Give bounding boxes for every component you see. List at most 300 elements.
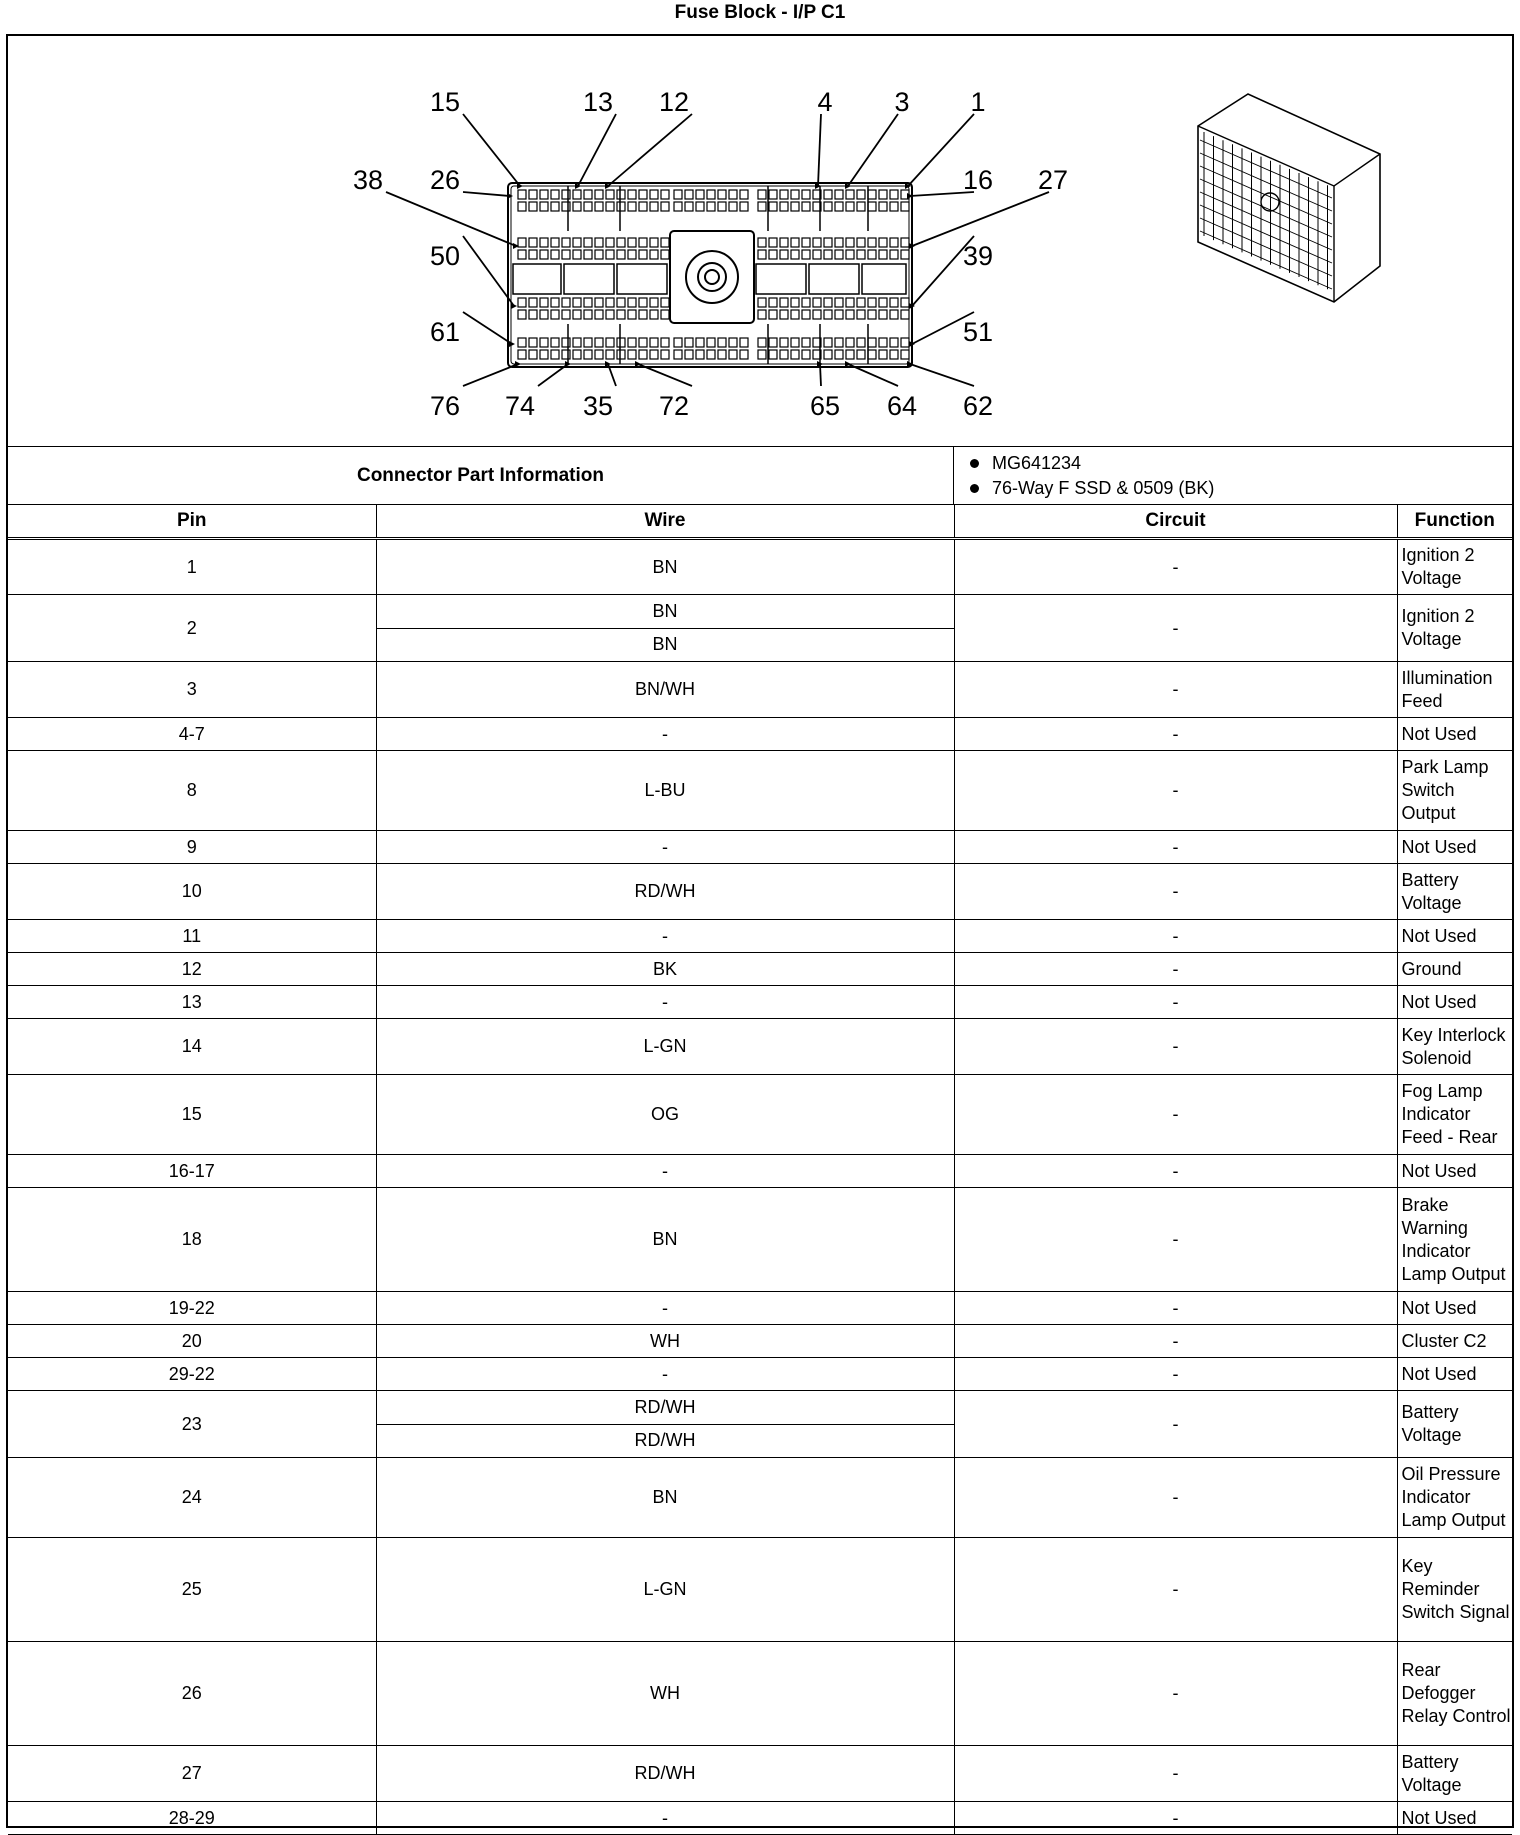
pin-cavity bbox=[696, 350, 704, 359]
pin-cavity bbox=[628, 238, 636, 247]
pin-cavity bbox=[813, 310, 821, 319]
wire-header: Wire bbox=[376, 505, 954, 539]
pin-cavity bbox=[595, 310, 603, 319]
pin-cavity bbox=[802, 190, 810, 199]
pin-cavity bbox=[674, 190, 682, 199]
pin-cell: 28-29 bbox=[8, 1802, 376, 1835]
table-row bbox=[8, 751, 1512, 831]
connector-3d-rib bbox=[1200, 153, 1332, 211]
function-cell: Brake Warning Indicator Lamp Output bbox=[1397, 1188, 1512, 1292]
pin-cavity bbox=[674, 350, 682, 359]
function-cell: Key Interlock Solenoid bbox=[1397, 1019, 1512, 1075]
pin-cavity bbox=[769, 310, 777, 319]
pin-cavity bbox=[674, 338, 682, 347]
wire-cell: - bbox=[376, 1155, 954, 1188]
wire-cell: - bbox=[376, 831, 954, 864]
pin-cavity bbox=[606, 190, 614, 199]
pin-callout-label: 51 bbox=[962, 317, 994, 348]
connector-diagram bbox=[8, 36, 1512, 447]
pin-cavity bbox=[518, 202, 526, 211]
table-row bbox=[8, 1802, 1512, 1835]
circuit-cell: - bbox=[954, 718, 1397, 751]
pin-cavity bbox=[868, 298, 876, 307]
pin-cavity bbox=[846, 250, 854, 259]
pin-cavity bbox=[729, 350, 737, 359]
pin-cavity bbox=[813, 238, 821, 247]
wire-cell: L-GN bbox=[376, 1019, 954, 1075]
table-row bbox=[8, 1075, 1512, 1155]
pin-cavity bbox=[857, 310, 865, 319]
circuit-cell: - bbox=[954, 1075, 1397, 1155]
pin-cavity bbox=[769, 190, 777, 199]
table-row bbox=[8, 864, 1512, 920]
pin-cavity bbox=[696, 338, 704, 347]
pin-cavity bbox=[901, 250, 909, 259]
pin-cavity bbox=[650, 310, 658, 319]
pin-cavity bbox=[769, 238, 777, 247]
pin-cavity bbox=[729, 338, 737, 347]
circuit-cell: - bbox=[954, 1538, 1397, 1642]
pin-cavity bbox=[685, 350, 693, 359]
pin-cavity bbox=[595, 202, 603, 211]
pin-cavity bbox=[769, 350, 777, 359]
function-cell: Battery Voltage bbox=[1397, 1391, 1512, 1458]
pin-cavity bbox=[540, 338, 548, 347]
callout-leader-line bbox=[820, 364, 821, 386]
pin-cavity bbox=[890, 250, 898, 259]
function-cell: Battery Voltage bbox=[1397, 1746, 1512, 1802]
pin-cavity bbox=[661, 338, 669, 347]
pin-cavity bbox=[769, 338, 777, 347]
connector-3d-icon bbox=[1198, 94, 1380, 302]
pin-cell: 20 bbox=[8, 1325, 376, 1358]
pin-cavity bbox=[824, 310, 832, 319]
pin-cavity bbox=[901, 338, 909, 347]
pin-callout-label: 76 bbox=[429, 391, 461, 422]
circuit-cell: - bbox=[954, 920, 1397, 953]
pin-cavity bbox=[879, 250, 887, 259]
pin-cavity bbox=[846, 310, 854, 319]
callout-leader-line bbox=[578, 114, 616, 186]
table-row bbox=[8, 831, 1512, 864]
table-row bbox=[8, 718, 1512, 751]
connector-3d-rib bbox=[1200, 231, 1332, 289]
callout-leader-line bbox=[386, 192, 516, 246]
pin-cavity bbox=[584, 350, 592, 359]
pin-cavity bbox=[846, 338, 854, 347]
pin-cavity bbox=[551, 238, 559, 247]
wire-cell-split bbox=[376, 1391, 954, 1458]
pin-cavity bbox=[868, 350, 876, 359]
pin-cavity bbox=[674, 202, 682, 211]
pin-cavity bbox=[835, 310, 843, 319]
connector-3d-rib bbox=[1200, 205, 1332, 263]
pin-cavity bbox=[661, 310, 669, 319]
wire-cell: BN/WH bbox=[376, 662, 954, 718]
pin-cell: 26 bbox=[8, 1642, 376, 1746]
pin-cavity bbox=[617, 250, 625, 259]
pin-cavity bbox=[824, 202, 832, 211]
pin-cavity bbox=[661, 238, 669, 247]
pin-cavity bbox=[835, 298, 843, 307]
table-row bbox=[8, 1458, 1512, 1538]
table-row bbox=[8, 1538, 1512, 1642]
table-header-row bbox=[8, 505, 1512, 539]
connector-part-info-label: Connector Part Information bbox=[8, 447, 954, 504]
pin-cell: 15 bbox=[8, 1075, 376, 1155]
pin-cavity bbox=[518, 250, 526, 259]
callout-leader-line bbox=[818, 114, 821, 186]
circuit-cell: - bbox=[954, 1642, 1397, 1746]
wire-cell: - bbox=[376, 1292, 954, 1325]
pin-cavity bbox=[540, 250, 548, 259]
circuit-cell: - bbox=[954, 1155, 1397, 1188]
pin-cavity bbox=[758, 338, 766, 347]
table-row bbox=[8, 920, 1512, 953]
wire-cell: WH bbox=[376, 1325, 954, 1358]
pin-cavity bbox=[551, 350, 559, 359]
connector-part-info-list bbox=[964, 451, 1214, 501]
circuit-cell: - bbox=[954, 539, 1397, 595]
pin-cavity bbox=[835, 338, 843, 347]
pin-cavity bbox=[685, 202, 693, 211]
pin-cavity bbox=[518, 338, 526, 347]
circuit-cell: - bbox=[954, 1802, 1397, 1835]
pin-cavity bbox=[780, 190, 788, 199]
connector-key-pin bbox=[705, 270, 719, 284]
pin-cavity bbox=[562, 298, 570, 307]
pin-cavity bbox=[780, 310, 788, 319]
connector-type: 76-Way F SSD & 0509 (BK) bbox=[964, 476, 1214, 501]
pin-cavity bbox=[769, 202, 777, 211]
pin-cavity bbox=[639, 238, 647, 247]
pin-cavity bbox=[824, 338, 832, 347]
pin-cavity bbox=[780, 250, 788, 259]
pin-cavity bbox=[628, 190, 636, 199]
pin-cell: 8 bbox=[8, 751, 376, 831]
pin-cavity bbox=[595, 238, 603, 247]
pin-cavity bbox=[879, 310, 887, 319]
pin-cavity bbox=[758, 350, 766, 359]
pin-cavity bbox=[696, 190, 704, 199]
pin-cavity bbox=[518, 310, 526, 319]
wire-value: BN bbox=[652, 600, 678, 621]
pin-cavity bbox=[890, 350, 898, 359]
pin-cavity bbox=[868, 250, 876, 259]
pin-cavity bbox=[729, 190, 737, 199]
pin-cavity bbox=[617, 298, 625, 307]
pin-cavity bbox=[740, 338, 748, 347]
pin-cavity bbox=[740, 190, 748, 199]
connector-key-hub bbox=[698, 263, 726, 291]
pin-cavity bbox=[780, 298, 788, 307]
pin-cavity bbox=[650, 238, 658, 247]
pin-cavity bbox=[857, 250, 865, 259]
wire-cell: - bbox=[376, 1358, 954, 1391]
pin-cavity bbox=[846, 298, 854, 307]
pin-cavity bbox=[868, 190, 876, 199]
pin-cavity bbox=[791, 310, 799, 319]
wire-cell: RD/WH bbox=[376, 1746, 954, 1802]
connector-part-info bbox=[8, 447, 1512, 505]
pin-cavity bbox=[628, 350, 636, 359]
pin-cavity bbox=[617, 202, 625, 211]
pin-cavity bbox=[650, 190, 658, 199]
connector-3d-rib bbox=[1200, 179, 1332, 237]
pin-cavity bbox=[857, 298, 865, 307]
pin-cavity bbox=[707, 190, 715, 199]
part-number: MG641234 bbox=[964, 451, 1214, 476]
pin-cavity bbox=[595, 298, 603, 307]
connector-3d-rib bbox=[1200, 166, 1332, 224]
pin-cavity bbox=[606, 350, 614, 359]
pin-cavity bbox=[595, 250, 603, 259]
pin-cavity bbox=[628, 338, 636, 347]
pin-cavity bbox=[617, 190, 625, 199]
pin-cavity bbox=[857, 202, 865, 211]
pin-cavity bbox=[617, 338, 625, 347]
pin-cavity bbox=[824, 250, 832, 259]
wire-cell: BK bbox=[376, 953, 954, 986]
pin-cavity bbox=[780, 350, 788, 359]
pin-cavity bbox=[729, 202, 737, 211]
pin-cavity bbox=[562, 238, 570, 247]
circuit-cell: - bbox=[954, 1292, 1397, 1325]
pin-cavity bbox=[718, 338, 726, 347]
pin-cavity bbox=[529, 250, 537, 259]
function-cell: Not Used bbox=[1397, 1292, 1512, 1325]
pin-cavity bbox=[661, 250, 669, 259]
pin-cavity bbox=[758, 202, 766, 211]
pin-cell: 12 bbox=[8, 953, 376, 986]
pin-cavity bbox=[718, 202, 726, 211]
pin-cell: 18 bbox=[8, 1188, 376, 1292]
pin-cavity bbox=[857, 350, 865, 359]
pin-cavity bbox=[551, 190, 559, 199]
pin-cavity bbox=[758, 310, 766, 319]
callout-leader-line bbox=[463, 364, 518, 386]
pin-callout-label: 35 bbox=[582, 391, 614, 422]
pin-cavity bbox=[685, 190, 693, 199]
pin-cavity bbox=[868, 202, 876, 211]
wire-cell: BN bbox=[376, 1458, 954, 1538]
pin-cavity bbox=[650, 298, 658, 307]
pin-cavity bbox=[901, 238, 909, 247]
pin-cavity bbox=[758, 250, 766, 259]
pin-cavity bbox=[879, 298, 887, 307]
pin-cavity bbox=[573, 190, 581, 199]
callout-leader-line bbox=[463, 192, 510, 196]
function-cell: Illumination Feed bbox=[1397, 662, 1512, 718]
pin-cavity bbox=[868, 238, 876, 247]
pin-callout-label: 62 bbox=[962, 391, 994, 422]
table-row bbox=[8, 1155, 1512, 1188]
pin-cavity bbox=[780, 238, 788, 247]
pin-cavity bbox=[562, 310, 570, 319]
pin-callout-label: 38 bbox=[352, 165, 384, 196]
pin-cavity bbox=[707, 350, 715, 359]
pin-cavity bbox=[769, 298, 777, 307]
wire-value: BN bbox=[377, 628, 954, 662]
function-cell: Ignition 2 Voltage bbox=[1397, 595, 1512, 662]
table-row bbox=[8, 953, 1512, 986]
pin-cavity bbox=[707, 338, 715, 347]
connector-band-segment bbox=[862, 264, 906, 294]
pin-cavity bbox=[890, 298, 898, 307]
pin-cavity bbox=[606, 338, 614, 347]
pin-cavity bbox=[562, 202, 570, 211]
callout-leader-line bbox=[463, 114, 520, 186]
pin-cavity bbox=[639, 250, 647, 259]
wire-cell: WH bbox=[376, 1642, 954, 1746]
table-row bbox=[8, 1292, 1512, 1325]
pin-cavity bbox=[595, 350, 603, 359]
connector-key-ring bbox=[686, 251, 738, 303]
pin-cavity bbox=[802, 338, 810, 347]
circuit-cell: - bbox=[954, 595, 1397, 662]
table-row bbox=[8, 539, 1512, 595]
pin-cavity bbox=[890, 238, 898, 247]
circuit-cell: - bbox=[954, 831, 1397, 864]
circuit-cell: - bbox=[954, 662, 1397, 718]
pin-cavity bbox=[791, 250, 799, 259]
pin-cavity bbox=[573, 238, 581, 247]
pin-callout-label: 65 bbox=[809, 391, 841, 422]
table-row bbox=[8, 662, 1512, 718]
pin-cavity bbox=[551, 298, 559, 307]
pin-callout-label: 74 bbox=[504, 391, 536, 422]
connector-band-segment bbox=[809, 264, 859, 294]
pin-cavity bbox=[802, 250, 810, 259]
pin-cavity bbox=[661, 298, 669, 307]
pin-callout-label: 26 bbox=[429, 165, 461, 196]
connector-face-icon bbox=[8, 36, 1512, 446]
pin-cavity bbox=[573, 202, 581, 211]
pin-cavity bbox=[606, 310, 614, 319]
pin-cavity bbox=[518, 350, 526, 359]
function-cell: Ignition 2 Voltage bbox=[1397, 539, 1512, 595]
pin-callout-label: 3 bbox=[894, 87, 910, 118]
pin-cavity bbox=[802, 298, 810, 307]
pin-cavity bbox=[890, 338, 898, 347]
wire-cell: - bbox=[376, 1802, 954, 1835]
wire-cell: - bbox=[376, 718, 954, 751]
pin-cell: 25 bbox=[8, 1538, 376, 1642]
pin-cavity bbox=[661, 202, 669, 211]
pin-cavity bbox=[562, 338, 570, 347]
pin-cavity bbox=[529, 350, 537, 359]
pin-cavity bbox=[813, 298, 821, 307]
pin-cavity bbox=[901, 350, 909, 359]
pin-cell: 14 bbox=[8, 1019, 376, 1075]
function-cell: Not Used bbox=[1397, 1155, 1512, 1188]
pin-cavity bbox=[573, 338, 581, 347]
pin-cavity bbox=[650, 350, 658, 359]
pin-cavity bbox=[650, 250, 658, 259]
function-cell: Park Lamp Switch Output bbox=[1397, 751, 1512, 831]
pin-cavity bbox=[650, 338, 658, 347]
pin-cavity bbox=[617, 350, 625, 359]
pin-cavity bbox=[879, 350, 887, 359]
pin-cavity bbox=[857, 238, 865, 247]
table-row bbox=[8, 1358, 1512, 1391]
pin-cavity bbox=[901, 202, 909, 211]
pin-callout-label: 39 bbox=[962, 241, 994, 272]
pin-cavity bbox=[518, 190, 526, 199]
pin-cavity bbox=[835, 238, 843, 247]
circuit-cell: - bbox=[954, 986, 1397, 1019]
wire-cell: L-BU bbox=[376, 751, 954, 831]
pin-cavity bbox=[718, 350, 726, 359]
pin-cavity bbox=[650, 202, 658, 211]
pin-cavity bbox=[740, 202, 748, 211]
pin-cavity bbox=[584, 338, 592, 347]
pin-cavity bbox=[518, 238, 526, 247]
function-cell: Rear Defogger Relay Control bbox=[1397, 1642, 1512, 1746]
pin-cavity bbox=[606, 238, 614, 247]
connector-band-segment bbox=[513, 264, 561, 294]
wire-cell: OG bbox=[376, 1075, 954, 1155]
pin-cavity bbox=[868, 338, 876, 347]
pin-cell: 27 bbox=[8, 1746, 376, 1802]
pin-cavity bbox=[606, 298, 614, 307]
callout-leader-line bbox=[910, 364, 974, 386]
pin-cavity bbox=[780, 202, 788, 211]
connector-sheet bbox=[6, 34, 1514, 1828]
pin-cavity bbox=[562, 190, 570, 199]
pin-cavity bbox=[595, 190, 603, 199]
pin-cavity bbox=[584, 202, 592, 211]
pin-cavity bbox=[540, 202, 548, 211]
pin-cavity bbox=[529, 298, 537, 307]
circuit-cell: - bbox=[954, 1391, 1397, 1458]
pin-cavity bbox=[551, 338, 559, 347]
pin-cell: 16-17 bbox=[8, 1155, 376, 1188]
pin-cavity bbox=[628, 202, 636, 211]
pin-cavity bbox=[573, 350, 581, 359]
pin-cavity bbox=[551, 310, 559, 319]
table-row bbox=[8, 1746, 1512, 1802]
pin-cavity bbox=[573, 310, 581, 319]
pin-cavity bbox=[606, 250, 614, 259]
function-cell: Not Used bbox=[1397, 1358, 1512, 1391]
callout-arrowhead bbox=[511, 303, 517, 309]
table-row bbox=[8, 595, 1512, 662]
pin-cavity bbox=[824, 350, 832, 359]
pin-cavity bbox=[639, 338, 647, 347]
pin-callout-label: 64 bbox=[886, 391, 918, 422]
pin-cavity bbox=[529, 202, 537, 211]
function-cell: Not Used bbox=[1397, 920, 1512, 953]
pin-cavity bbox=[846, 202, 854, 211]
pin-cavity bbox=[890, 202, 898, 211]
pin-cavity bbox=[846, 190, 854, 199]
pin-cavity bbox=[780, 338, 788, 347]
pin-cavity bbox=[628, 250, 636, 259]
pin-cavity bbox=[879, 190, 887, 199]
pin-cavity bbox=[540, 190, 548, 199]
pin-header: Pin bbox=[8, 505, 376, 539]
pin-cavity bbox=[890, 190, 898, 199]
wire-cell: BN bbox=[376, 539, 954, 595]
connector-3d-rib bbox=[1200, 218, 1332, 276]
pin-cavity bbox=[639, 202, 647, 211]
function-cell: Fog Lamp Indicator Feed - Rear bbox=[1397, 1075, 1512, 1155]
pin-cavity bbox=[890, 310, 898, 319]
pin-cavity bbox=[540, 298, 548, 307]
pin-cavity bbox=[639, 190, 647, 199]
pin-cavity bbox=[846, 238, 854, 247]
